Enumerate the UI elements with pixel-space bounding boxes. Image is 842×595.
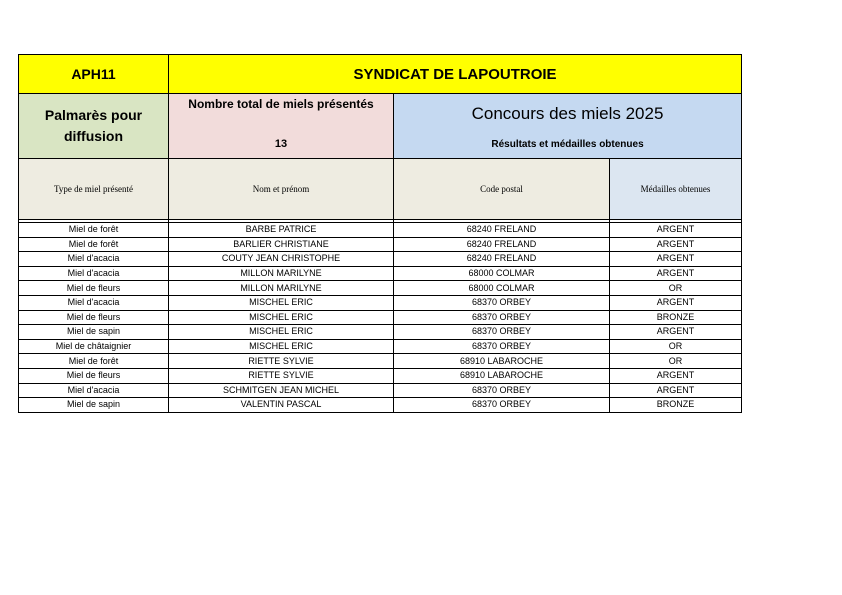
- palmares-cell: [19, 94, 169, 159]
- cell-postal: 68000 COLMAR: [394, 281, 610, 296]
- association-code: APH11: [19, 55, 169, 94]
- results-body: [19, 223, 742, 413]
- cell-medal: OR: [610, 354, 742, 369]
- info-band: [19, 94, 742, 159]
- cell-name: COUTY JEAN CHRISTOPHE: [169, 252, 394, 267]
- cell-name: MILLON MARILYNE: [169, 281, 394, 296]
- cell-type: Miel de fleurs: [19, 310, 169, 325]
- cell-postal: 68370 ORBEY: [394, 310, 610, 325]
- column-header-medal: Médailles obtenues: [610, 159, 742, 220]
- cell-medal: ARGENT: [610, 223, 742, 238]
- column-header-type: Type de miel présenté: [19, 159, 169, 220]
- cell-postal: 68240 FRELAND: [394, 252, 610, 267]
- cell-medal: OR: [610, 339, 742, 354]
- cell-type: Miel de sapin: [19, 325, 169, 340]
- cell-postal: 68240 FRELAND: [394, 223, 610, 238]
- title-band: [19, 55, 742, 94]
- cell-medal: ARGENT: [610, 368, 742, 383]
- cell-name: RIETTE SYLVIE: [169, 368, 394, 383]
- table-row: [19, 252, 742, 267]
- cell-name: MISCHEL ERIC: [169, 339, 394, 354]
- table-row: [19, 383, 742, 398]
- cell-postal: 68000 COLMAR: [394, 266, 610, 281]
- cell-type: Miel d'acacia: [19, 252, 169, 267]
- column-header-postal: Code postal: [394, 159, 610, 220]
- cell-postal: 68370 ORBEY: [394, 383, 610, 398]
- cell-type: Miel de châtaignier: [19, 339, 169, 354]
- cell-type: Miel de sapin: [19, 398, 169, 413]
- concours-title: Concours des miels 2025: [471, 104, 664, 123]
- table-row: [19, 339, 742, 354]
- cell-postal: 68370 ORBEY: [394, 325, 610, 340]
- cell-type: Miel d'acacia: [19, 266, 169, 281]
- palmares-line-1: Palmarès pour: [44, 107, 143, 123]
- cell-medal: OR: [610, 281, 742, 296]
- cell-postal: 68370 ORBEY: [394, 295, 610, 310]
- cell-type: Miel de forêt: [19, 237, 169, 252]
- cell-medal: ARGENT: [610, 383, 742, 398]
- palmares-line-2: diffusion: [63, 128, 124, 144]
- cell-medal: BRONZE: [610, 398, 742, 413]
- table-row: [19, 237, 742, 252]
- table-row: [19, 281, 742, 296]
- cell-name: SCHMITGEN JEAN MICHEL: [169, 383, 394, 398]
- table-row: [19, 223, 742, 238]
- table-row: [19, 325, 742, 340]
- cell-medal: ARGENT: [610, 266, 742, 281]
- table-row: [19, 266, 742, 281]
- cell-name: MILLON MARILYNE: [169, 266, 394, 281]
- cell-name: MISCHEL ERIC: [169, 310, 394, 325]
- cell-medal: ARGENT: [610, 295, 742, 310]
- cell-postal: 68910 LABAROCHE: [394, 368, 610, 383]
- table-row: [19, 398, 742, 413]
- cell-medal: ARGENT: [610, 237, 742, 252]
- cell-type: Miel de forêt: [19, 354, 169, 369]
- cell-name: MISCHEL ERIC: [169, 295, 394, 310]
- concours-subtitle: Résultats et médailles obtenues: [491, 139, 644, 150]
- concours-cell: [394, 94, 742, 159]
- column-header-row: [19, 159, 742, 220]
- table-row: [19, 368, 742, 383]
- cell-name: BARBE PATRICE: [169, 223, 394, 238]
- total-value: 13: [274, 138, 288, 150]
- table-row: [19, 310, 742, 325]
- cell-name: MISCHEL ERIC: [169, 325, 394, 340]
- cell-name: RIETTE SYLVIE: [169, 354, 394, 369]
- results-table: [18, 54, 742, 413]
- cell-postal: 68240 FRELAND: [394, 237, 610, 252]
- cell-type: Miel d'acacia: [19, 295, 169, 310]
- cell-postal: 68370 ORBEY: [394, 398, 610, 413]
- table-row: [19, 295, 742, 310]
- total-cell: [169, 94, 394, 159]
- cell-postal: 68910 LABAROCHE: [394, 354, 610, 369]
- cell-name: BARLIER CHRISTIANE: [169, 237, 394, 252]
- cell-type: Miel de forêt: [19, 223, 169, 238]
- cell-medal: ARGENT: [610, 252, 742, 267]
- table-row: [19, 354, 742, 369]
- results-sheet: [18, 54, 741, 413]
- cell-type: Miel de fleurs: [19, 281, 169, 296]
- cell-type: Miel d'acacia: [19, 383, 169, 398]
- cell-medal: ARGENT: [610, 325, 742, 340]
- cell-type: Miel de fleurs: [19, 368, 169, 383]
- cell-name: VALENTIN PASCAL: [169, 398, 394, 413]
- column-header-name: Nom et prénom: [169, 159, 394, 220]
- page-title: SYNDICAT DE LAPOUTROIE: [169, 55, 742, 94]
- cell-postal: 68370 ORBEY: [394, 339, 610, 354]
- cell-medal: BRONZE: [610, 310, 742, 325]
- total-label: Nombre total de miels présentés: [188, 97, 374, 111]
